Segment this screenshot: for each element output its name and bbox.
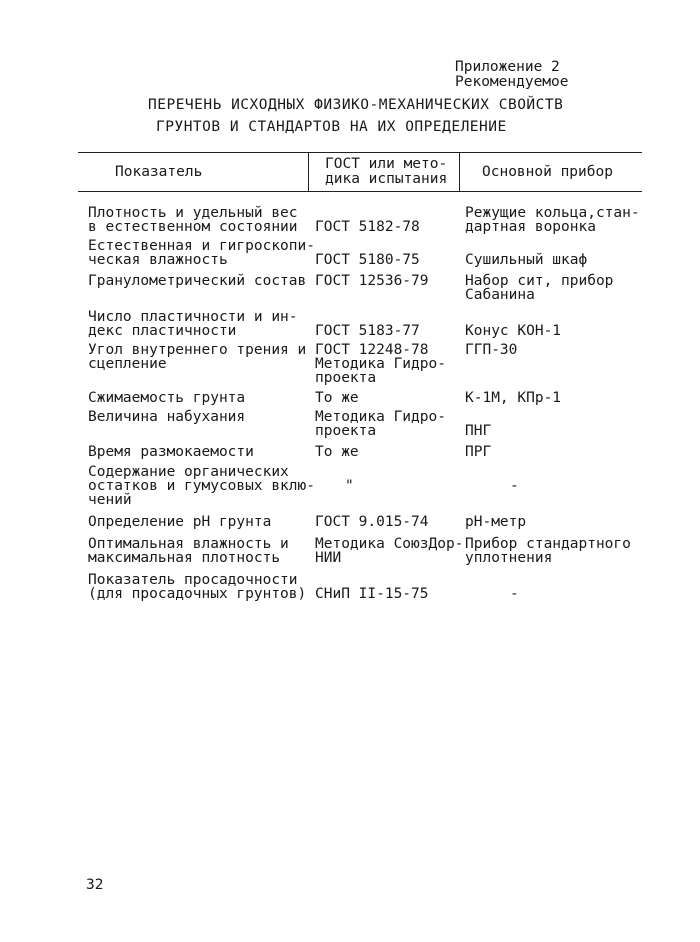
cell-gost	[315, 391, 359, 405]
cell-device-line: pH-метр	[465, 514, 527, 530]
cell-device-line: Режущие кольца,стан-	[465, 205, 640, 221]
cell-device	[465, 445, 491, 459]
cell-device	[465, 206, 640, 234]
cell-device-line: уплотнения	[465, 550, 553, 566]
cell-device-line: ПРГ	[465, 444, 492, 460]
cell-indicator-line: ческая влажность	[88, 252, 228, 268]
cell-gost-line: ГОСТ 5180-75	[315, 252, 420, 268]
cell-device-line: Конус КОН-1	[465, 323, 562, 339]
cell-gost-line: СНиП II-15-75	[315, 586, 429, 602]
cell-gost-line	[315, 206, 420, 220]
cell-indicator-line: остатков и гумусовых вклю-	[88, 478, 315, 494]
cell-gost-line: ГОСТ 5183-77	[315, 323, 420, 339]
cell-gost-line	[315, 465, 354, 479]
table-top-rule	[78, 152, 642, 153]
cell-indicator	[88, 410, 245, 424]
cell-indicator-line: Гранулометрический состав	[88, 273, 307, 289]
cell-indicator-line: Сжимаемость грунта	[88, 390, 246, 406]
title-line-1: ПЕРЕЧЕНЬ ИСХОДНЫХ ФИЗИКО-МЕХАНИЧЕСКИХ СВОЙСТВ	[148, 97, 564, 113]
table-header-rule	[78, 191, 642, 192]
cell-device-line: Набор сит, прибор	[465, 273, 614, 289]
cell-device	[465, 410, 491, 438]
cell-indicator-line: максимальная плотность	[88, 550, 281, 566]
column-divider-2	[459, 153, 460, 191]
cell-gost-line: проекта	[315, 370, 377, 386]
cell-device-line: -	[510, 478, 519, 494]
cell-gost	[315, 310, 420, 338]
cell-indicator-line: (для просадочных грунтов)	[88, 586, 307, 602]
cell-indicator-line: Угол внутреннего трения и	[88, 342, 307, 358]
title-line-2: ГРУНТОВ И СТАНДАРТОВ НА ИХ ОПРЕДЕЛЕНИЕ	[156, 119, 507, 135]
cell-gost-line	[315, 310, 420, 324]
cell-device-line: Сушильный шкаф	[465, 252, 588, 268]
cell-gost-line: То же	[315, 390, 359, 406]
cell-indicator	[88, 573, 306, 601]
cell-indicator-line: Плотность и удельный вес	[88, 205, 298, 221]
cell-indicator-line: Определение pH грунта	[88, 514, 272, 530]
cell-gost	[315, 445, 359, 459]
cell-indicator	[88, 239, 315, 267]
cell-gost	[315, 465, 354, 493]
cell-indicator	[88, 445, 254, 459]
cell-device	[465, 465, 519, 493]
header-indicator: Показатель	[115, 164, 203, 180]
cell-device-line	[465, 465, 519, 479]
cell-gost-line: ГОСТ 5182-78	[315, 219, 420, 235]
header-gost-line-1: ГОСТ или мето-	[325, 156, 448, 172]
header-device: Основной прибор	[482, 164, 613, 180]
cell-gost-line: ГОСТ 12248-78	[315, 342, 429, 358]
appendix-number: Приложение 2	[455, 59, 560, 75]
cell-gost-line: Методика СоюзДор-	[315, 536, 464, 552]
cell-indicator-line: Показатель просадочности	[88, 572, 298, 588]
cell-indicator-line: Время размокаемости	[88, 444, 254, 460]
cell-device	[465, 239, 587, 267]
cell-gost	[315, 274, 429, 288]
cell-device-line	[465, 310, 561, 324]
cell-indicator-line: Оптимальная влажность и	[88, 536, 289, 552]
cell-device	[465, 310, 561, 338]
cell-gost	[315, 537, 463, 565]
cell-device-line	[465, 573, 519, 587]
cell-gost-line: То же	[315, 444, 359, 460]
cell-gost-line: Методика Гидро-	[315, 409, 446, 425]
cell-device	[465, 515, 526, 529]
cell-gost	[315, 343, 446, 385]
cell-indicator-line: Число пластичности и ин-	[88, 309, 298, 325]
column-divider-1	[308, 153, 309, 191]
cell-device-line	[465, 410, 491, 424]
page-number: 32	[86, 877, 104, 893]
cell-indicator	[88, 515, 271, 529]
cell-device	[465, 537, 631, 565]
cell-indicator-line: Естественная и гигроскопи-	[88, 238, 315, 254]
cell-gost-line: НИИ	[315, 550, 342, 566]
cell-device	[465, 573, 519, 601]
cell-indicator	[88, 310, 298, 338]
cell-device-line: ГГП-30	[465, 342, 518, 358]
cell-gost-line: ГОСТ 12536-79	[315, 273, 429, 289]
document-title	[148, 94, 563, 138]
cell-indicator	[88, 391, 245, 405]
cell-indicator-line: декс пластичности	[88, 323, 237, 339]
cell-gost-line: проекта	[315, 423, 377, 439]
cell-indicator-line: чений	[88, 492, 132, 508]
cell-gost-line: ГОСТ 9.015-74	[315, 514, 429, 530]
cell-device	[465, 343, 517, 357]
cell-indicator-line: Содержание органических	[88, 464, 289, 480]
cell-device-line: К-1М, КПр-1	[465, 390, 562, 406]
cell-device	[465, 391, 561, 405]
cell-device-line: дартная воронка	[465, 219, 596, 235]
cell-gost-line: "	[345, 478, 354, 494]
cell-device-line: ПНГ	[465, 423, 492, 439]
cell-gost	[315, 515, 429, 529]
cell-indicator	[88, 343, 306, 371]
cell-indicator	[88, 274, 306, 288]
cell-indicator-line: сцепление	[88, 356, 167, 372]
cell-device-line: -	[510, 586, 519, 602]
cell-gost-line: Методика Гидро-	[315, 356, 446, 372]
cell-device-line	[465, 239, 587, 253]
cell-gost	[315, 239, 420, 267]
cell-gost	[315, 410, 446, 438]
cell-indicator-line: в естественном состоянии	[88, 219, 298, 235]
appendix-status: Рекомендуемое	[455, 74, 569, 90]
cell-indicator	[88, 206, 298, 234]
cell-indicator	[88, 465, 315, 507]
cell-device-line: Прибор стандартного	[465, 536, 631, 552]
appendix-label	[455, 60, 569, 90]
cell-indicator-line: Величина набухания	[88, 409, 246, 425]
cell-gost	[315, 206, 420, 234]
cell-gost-line	[315, 239, 420, 253]
cell-gost-line	[315, 573, 429, 587]
header-gost-line-2: дика испытания	[325, 171, 448, 187]
cell-gost	[315, 573, 429, 601]
cell-indicator	[88, 537, 289, 565]
cell-device	[465, 274, 613, 302]
cell-device-line: Сабанина	[465, 287, 535, 303]
header-gost	[325, 157, 447, 187]
